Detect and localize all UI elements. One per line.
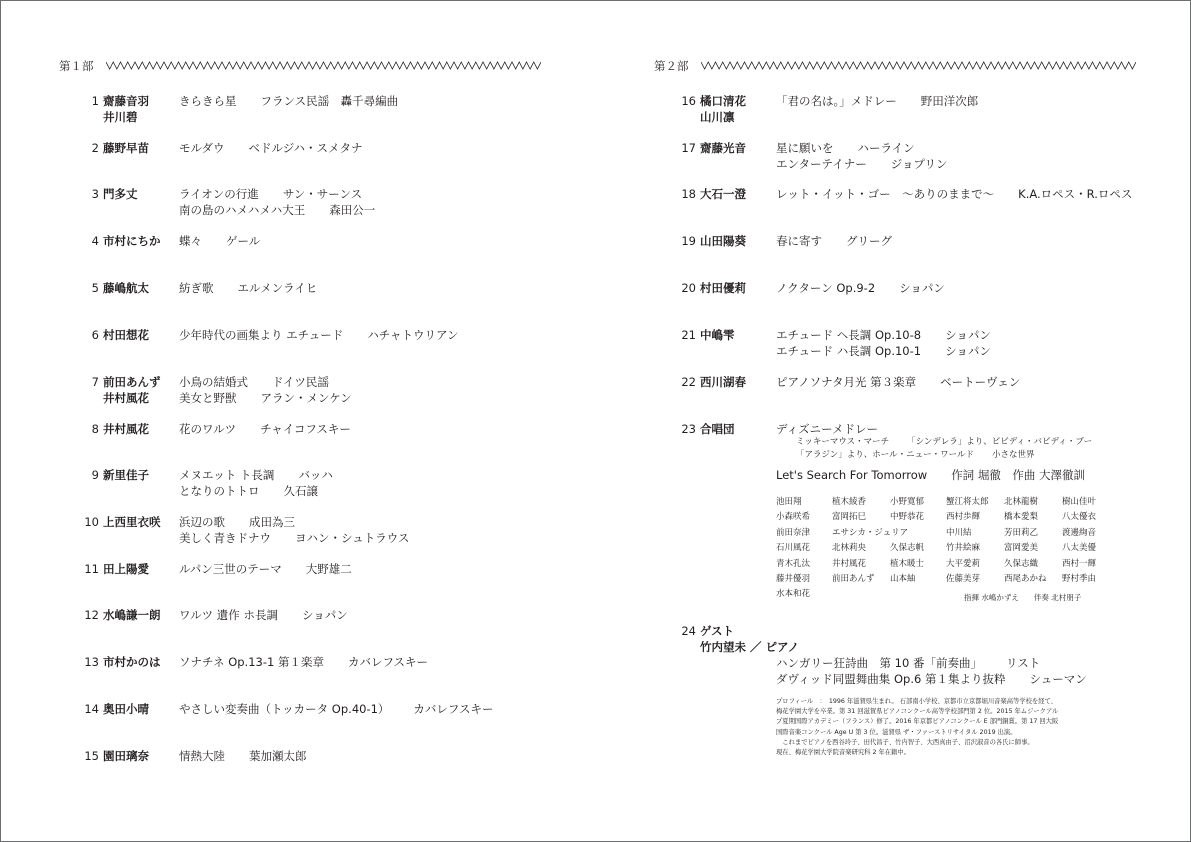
- song-list: [179, 374, 352, 406]
- medley-item: 小さな世界: [991, 450, 1035, 460]
- medley-details: [796, 436, 1110, 462]
- composer: リスト: [1005, 656, 1041, 670]
- entry-number: 22: [681, 375, 696, 389]
- performer-name: 井川碧: [103, 110, 138, 124]
- entry-number: 16: [681, 94, 696, 108]
- composer: アラン・メンケン: [260, 391, 352, 405]
- entry-number: 15: [84, 749, 99, 763]
- composer: 森田公一: [329, 203, 376, 217]
- composer: ハーライン: [857, 141, 915, 155]
- profile-line: プロフィール ： 1996 年滋賀県生まれ。 石部南小学校、京都市立京都堀川音楽高等学校を経て、: [776, 698, 1057, 705]
- performer-name: 市村にちか: [103, 234, 161, 248]
- song-title: Let's Search For Tomorrow: [776, 468, 928, 482]
- song-title: やさしい変奏曲（トッカータ Op.40-1）: [179, 702, 390, 716]
- song-list: [179, 701, 493, 717]
- song-title: 花のワルツ: [179, 422, 237, 436]
- medley-item: 「アラジン」より、ホール・ニュー・ワールド: [796, 450, 974, 460]
- entry-number: 19: [681, 234, 696, 248]
- entry-number: 18: [681, 187, 696, 201]
- profile-line: 梅花学園大学を卒業。第 31 回滋賀県ピアノコンクール高等学校部門第 2 位。2015 年ムジークアル: [776, 708, 1059, 716]
- song-list: [776, 280, 945, 296]
- performer-name: 井村風花: [103, 422, 149, 436]
- part2-zigzag-divider: [701, 61, 1136, 70]
- entry-number: 9: [91, 468, 99, 482]
- profile-line: プ夏期国際アカデミー（フランス）修了。2016 年京都ピアノコンクール E 部門銅賞。第 17 回大阪: [776, 718, 1059, 726]
- choir-member: 久保志帆: [890, 543, 925, 554]
- performer-name: 中嶋雫: [700, 328, 735, 342]
- choir-member: 富岡拓巳: [832, 512, 867, 523]
- song-list: [179, 233, 260, 249]
- song-list: [179, 514, 409, 546]
- performer-name: 新里佳子: [103, 468, 149, 482]
- choir-song-2: [776, 467, 1085, 483]
- composer: 成田為三: [249, 515, 295, 529]
- part1-title: 第１部: [59, 59, 94, 73]
- song-list: [776, 93, 978, 109]
- song-title: となりのトトロ: [179, 484, 260, 498]
- performer-name: 奥田小晴: [103, 702, 149, 716]
- choir-member: 前田あんず: [832, 574, 875, 584]
- choir-member: 橋本愛梨: [1004, 512, 1039, 523]
- choir-member: 竹井絵麻: [946, 543, 981, 554]
- entry-number: 23: [681, 422, 696, 436]
- song-title: 小鳥の結婚式: [179, 375, 248, 389]
- entry-number: 3: [91, 187, 99, 201]
- composer: 葉加瀬太郎: [249, 749, 307, 763]
- choir-member: 水本和花: [776, 589, 811, 600]
- song-title: ソナチネ Op.13-1 第１楽章: [179, 655, 324, 669]
- guest-songs: [776, 655, 1087, 687]
- song-medley-title: ディズニーメドレー: [776, 422, 879, 436]
- choir-member: 野村季由: [1062, 574, 1097, 584]
- entry-number: 4: [91, 234, 99, 248]
- guest-profile: [776, 697, 1106, 758]
- choir-member: 井村風花: [832, 558, 867, 569]
- entry-number: 21: [681, 328, 696, 342]
- performer-name: 西川湖春: [700, 375, 746, 389]
- performer-name: 村田想花: [103, 328, 149, 342]
- song-list: [776, 233, 892, 249]
- performer-name: 前田あんず: [103, 375, 161, 389]
- composer: ハチャトウリアン: [367, 328, 459, 342]
- song-list: [776, 327, 991, 359]
- song-title: 「君の名は。」メドレー: [776, 94, 897, 108]
- composer: K.A.ロペス・R.ロペス: [1018, 187, 1133, 201]
- composer: カバレフスキー: [413, 702, 494, 716]
- choir-member: 山本紬: [890, 574, 916, 584]
- composer: 久石譲: [283, 484, 318, 498]
- entry-number: 12: [84, 608, 99, 622]
- song-list: [776, 374, 1020, 390]
- song-title: 蝶々: [179, 234, 202, 248]
- song-title: 美しく青きドナウ: [179, 531, 271, 545]
- song-title: ハンガリー狂詩曲 第 10 番「前奏曲」: [776, 656, 982, 670]
- composer: サン・サーンス: [282, 187, 363, 201]
- song-title: 情熱大陸: [179, 749, 225, 763]
- choir-member: 蟹江将太郎: [946, 497, 989, 507]
- entry-number: 14: [84, 702, 99, 716]
- choir-member: 八太美優: [1062, 543, 1097, 554]
- composer: 野田洋次郎: [920, 94, 979, 108]
- song-list: [776, 140, 948, 172]
- song-title: エチュード ヘ長調 Op.10-8: [776, 328, 922, 342]
- performer-name: 山田陽葵: [700, 234, 746, 248]
- choir-member: 芳田莉乙: [1004, 527, 1039, 538]
- choir-member: 北林莉央: [832, 543, 867, 554]
- performer-name: 齋藤音羽: [103, 94, 149, 108]
- composer: ドイツ民謡: [272, 375, 329, 389]
- profile-line: 国際音楽コンクール Age U 第 3 位。滋賀県 ザ・ファーストリサイタル 2019 出演。: [776, 728, 1017, 736]
- composer: 大野雄二: [305, 562, 352, 576]
- song-title: ピアノソナタ月光 第３楽章: [776, 375, 917, 389]
- composer: グリーグ: [846, 234, 892, 248]
- song-list: [179, 467, 333, 499]
- song-title: エチュード ハ長調 Op.10-1: [776, 344, 922, 358]
- choir-member: 西尾あかね: [1004, 574, 1047, 584]
- performer-name: 井村風花: [103, 391, 149, 405]
- entry-number: 6: [91, 328, 99, 342]
- composer: ショパン: [301, 608, 348, 622]
- choir-member: 中野恭花: [890, 512, 925, 523]
- performer-name: 門多丈: [103, 187, 138, 201]
- song-list: [179, 561, 352, 577]
- entry-number: 17: [681, 141, 696, 155]
- medley-item: 「シンデレラ」より、ビビディ・バビディ・ブー: [907, 437, 1093, 447]
- choir-conductor-accompanist: 指揮 水嶋かずえ 伴奏 北村朋子: [964, 593, 1082, 602]
- composer: ゲール: [226, 234, 261, 248]
- song-title: 美女と野獣: [179, 391, 237, 405]
- choir-member: 植木暖士: [890, 558, 925, 569]
- composer: ショパン: [899, 281, 945, 295]
- composer: ベドルジハ・スメタナ: [248, 141, 363, 155]
- song-title: 星に願いを: [776, 141, 834, 155]
- song-list: [179, 607, 348, 623]
- choir-member: 渡邊絢音: [1062, 527, 1097, 538]
- entry-number: 7: [91, 375, 99, 389]
- entry-number: 11: [84, 562, 99, 576]
- song-title: ダヴィッド同盟舞曲集 Op.6 第１集より抜粋: [776, 672, 1006, 686]
- choir-member: 西村歩輝: [946, 512, 981, 523]
- song-list: [179, 140, 362, 156]
- song-list: [179, 93, 398, 109]
- performer-name: 大石一澄: [700, 187, 746, 201]
- choir-member: 植木綾香: [832, 497, 867, 507]
- choir-member: 久保志織: [1004, 558, 1039, 569]
- performer-name: 水嶋謙一朗: [103, 608, 161, 622]
- entry-number: 10: [84, 515, 99, 529]
- choir-member: 青木孔汰: [776, 558, 811, 569]
- performer-name: 橘口清花: [700, 94, 746, 108]
- entry-number: 1: [91, 94, 99, 108]
- composer: バッハ: [298, 468, 333, 482]
- entry-number: 20: [681, 281, 696, 295]
- song-title: エンターテイナー: [776, 157, 867, 171]
- song-list: [179, 186, 375, 218]
- performer-name: 合唱団: [700, 422, 735, 436]
- performer-name: 藤嶋航太: [103, 281, 149, 295]
- performer-name: 上西里衣咲: [103, 515, 161, 529]
- entry-number: 24: [681, 624, 696, 638]
- choir-member: 石川風花: [776, 543, 811, 554]
- song-title: 少年時代の画集より エチュード: [179, 328, 344, 342]
- choir-member: 八太優衣: [1062, 512, 1097, 523]
- choir-member: 前田奈津: [776, 527, 811, 538]
- composer: ショパン: [945, 344, 991, 358]
- composer: シューマン: [1029, 672, 1087, 686]
- choir-member: 富岡愛美: [1004, 543, 1039, 554]
- medley-item: ミッキーマウス・マーチ: [796, 437, 890, 447]
- song-title: 春に寄す: [776, 234, 822, 248]
- song-title: 浜辺の歌: [179, 515, 225, 529]
- composer: ジョプリン: [890, 157, 948, 171]
- composer: ベートーヴェン: [940, 375, 1021, 389]
- choir-member: 池田翔: [776, 497, 802, 507]
- composer: エルメンライヒ: [237, 281, 318, 295]
- entry-number: 5: [91, 281, 99, 295]
- song-title: メヌエット ト長調: [179, 468, 275, 482]
- song-title: ノクターン Op.9-2: [776, 281, 876, 295]
- entry-number: 2: [91, 141, 99, 155]
- song-title: レット・イット・ゴー ～ありのままで～: [776, 187, 995, 201]
- composer: チャイコフスキー: [260, 422, 351, 436]
- song-list: [776, 186, 1132, 202]
- song-list: [179, 654, 428, 670]
- choir-member: 大平愛莉: [946, 558, 981, 569]
- choir-member: 西村一輝: [1062, 558, 1097, 569]
- song-title: 南の島のハメハメハ大王: [179, 203, 306, 217]
- profile-line: これまでピアノを西谷玲子、田代昌子、竹内智子、大西真由子、沼沢淑音の各氏に師事。: [776, 738, 1034, 746]
- performer-name: 田上陽愛: [103, 562, 149, 576]
- choir-members-grid: [776, 495, 1116, 605]
- song-title: ワルツ 遺作 ホ長調: [179, 608, 278, 622]
- choir-member: 小野寛郁: [890, 497, 925, 507]
- song-title: きらきら星: [179, 94, 237, 108]
- performer-name: 村田優莉: [700, 281, 746, 295]
- song-title: ルパン三世のテーマ: [179, 562, 282, 576]
- entry-number: 13: [84, 655, 99, 669]
- entry-number: 8: [91, 422, 99, 436]
- song-title: ライオンの行進: [179, 187, 259, 201]
- song-list: [179, 421, 351, 437]
- part2-title: 第２部: [654, 59, 689, 73]
- composer: ヨハン・シュトラウス: [295, 531, 410, 545]
- part1-zigzag-divider: [106, 61, 541, 70]
- performer-name: 山川凛: [700, 110, 735, 124]
- performer-name: 市村かのは: [103, 655, 161, 669]
- choir-member: 北林龍樹: [1004, 497, 1039, 507]
- composer: ショパン: [945, 328, 991, 342]
- choir-member: 樹山佳叶: [1062, 497, 1097, 507]
- composer: フランス民謡 轟千尋編曲: [260, 94, 399, 108]
- choir-member: 小森咲希: [776, 512, 811, 523]
- song-title: モルダウ: [179, 141, 225, 155]
- performer-name: 園田璃奈: [103, 749, 149, 763]
- composer: カバレフスキー: [347, 655, 429, 669]
- profile-line: 現在、梅花学園大学院音楽研究科 2 年在籍中。: [776, 749, 910, 757]
- guest-performer: 竹内望未 ／ ピアノ: [700, 640, 800, 654]
- choir-member: 中川結: [946, 527, 972, 538]
- song-list: [179, 280, 317, 296]
- choir-member: エサシカ・ジュリア: [832, 527, 909, 538]
- song-list: [179, 748, 307, 764]
- guest-label: ゲスト: [700, 624, 735, 638]
- performer-name: 齋藤光音: [700, 141, 746, 155]
- song-title: 紡ぎ歌: [179, 281, 214, 295]
- song-credit: 作詞 堀徹 作曲 大澤徹訓: [951, 468, 1085, 482]
- performer-name: 藤野早苗: [103, 141, 149, 155]
- choir-member: 佐藤美芽: [946, 574, 981, 584]
- song-list: [179, 327, 459, 343]
- choir-member: 藤井優羽: [776, 574, 811, 584]
